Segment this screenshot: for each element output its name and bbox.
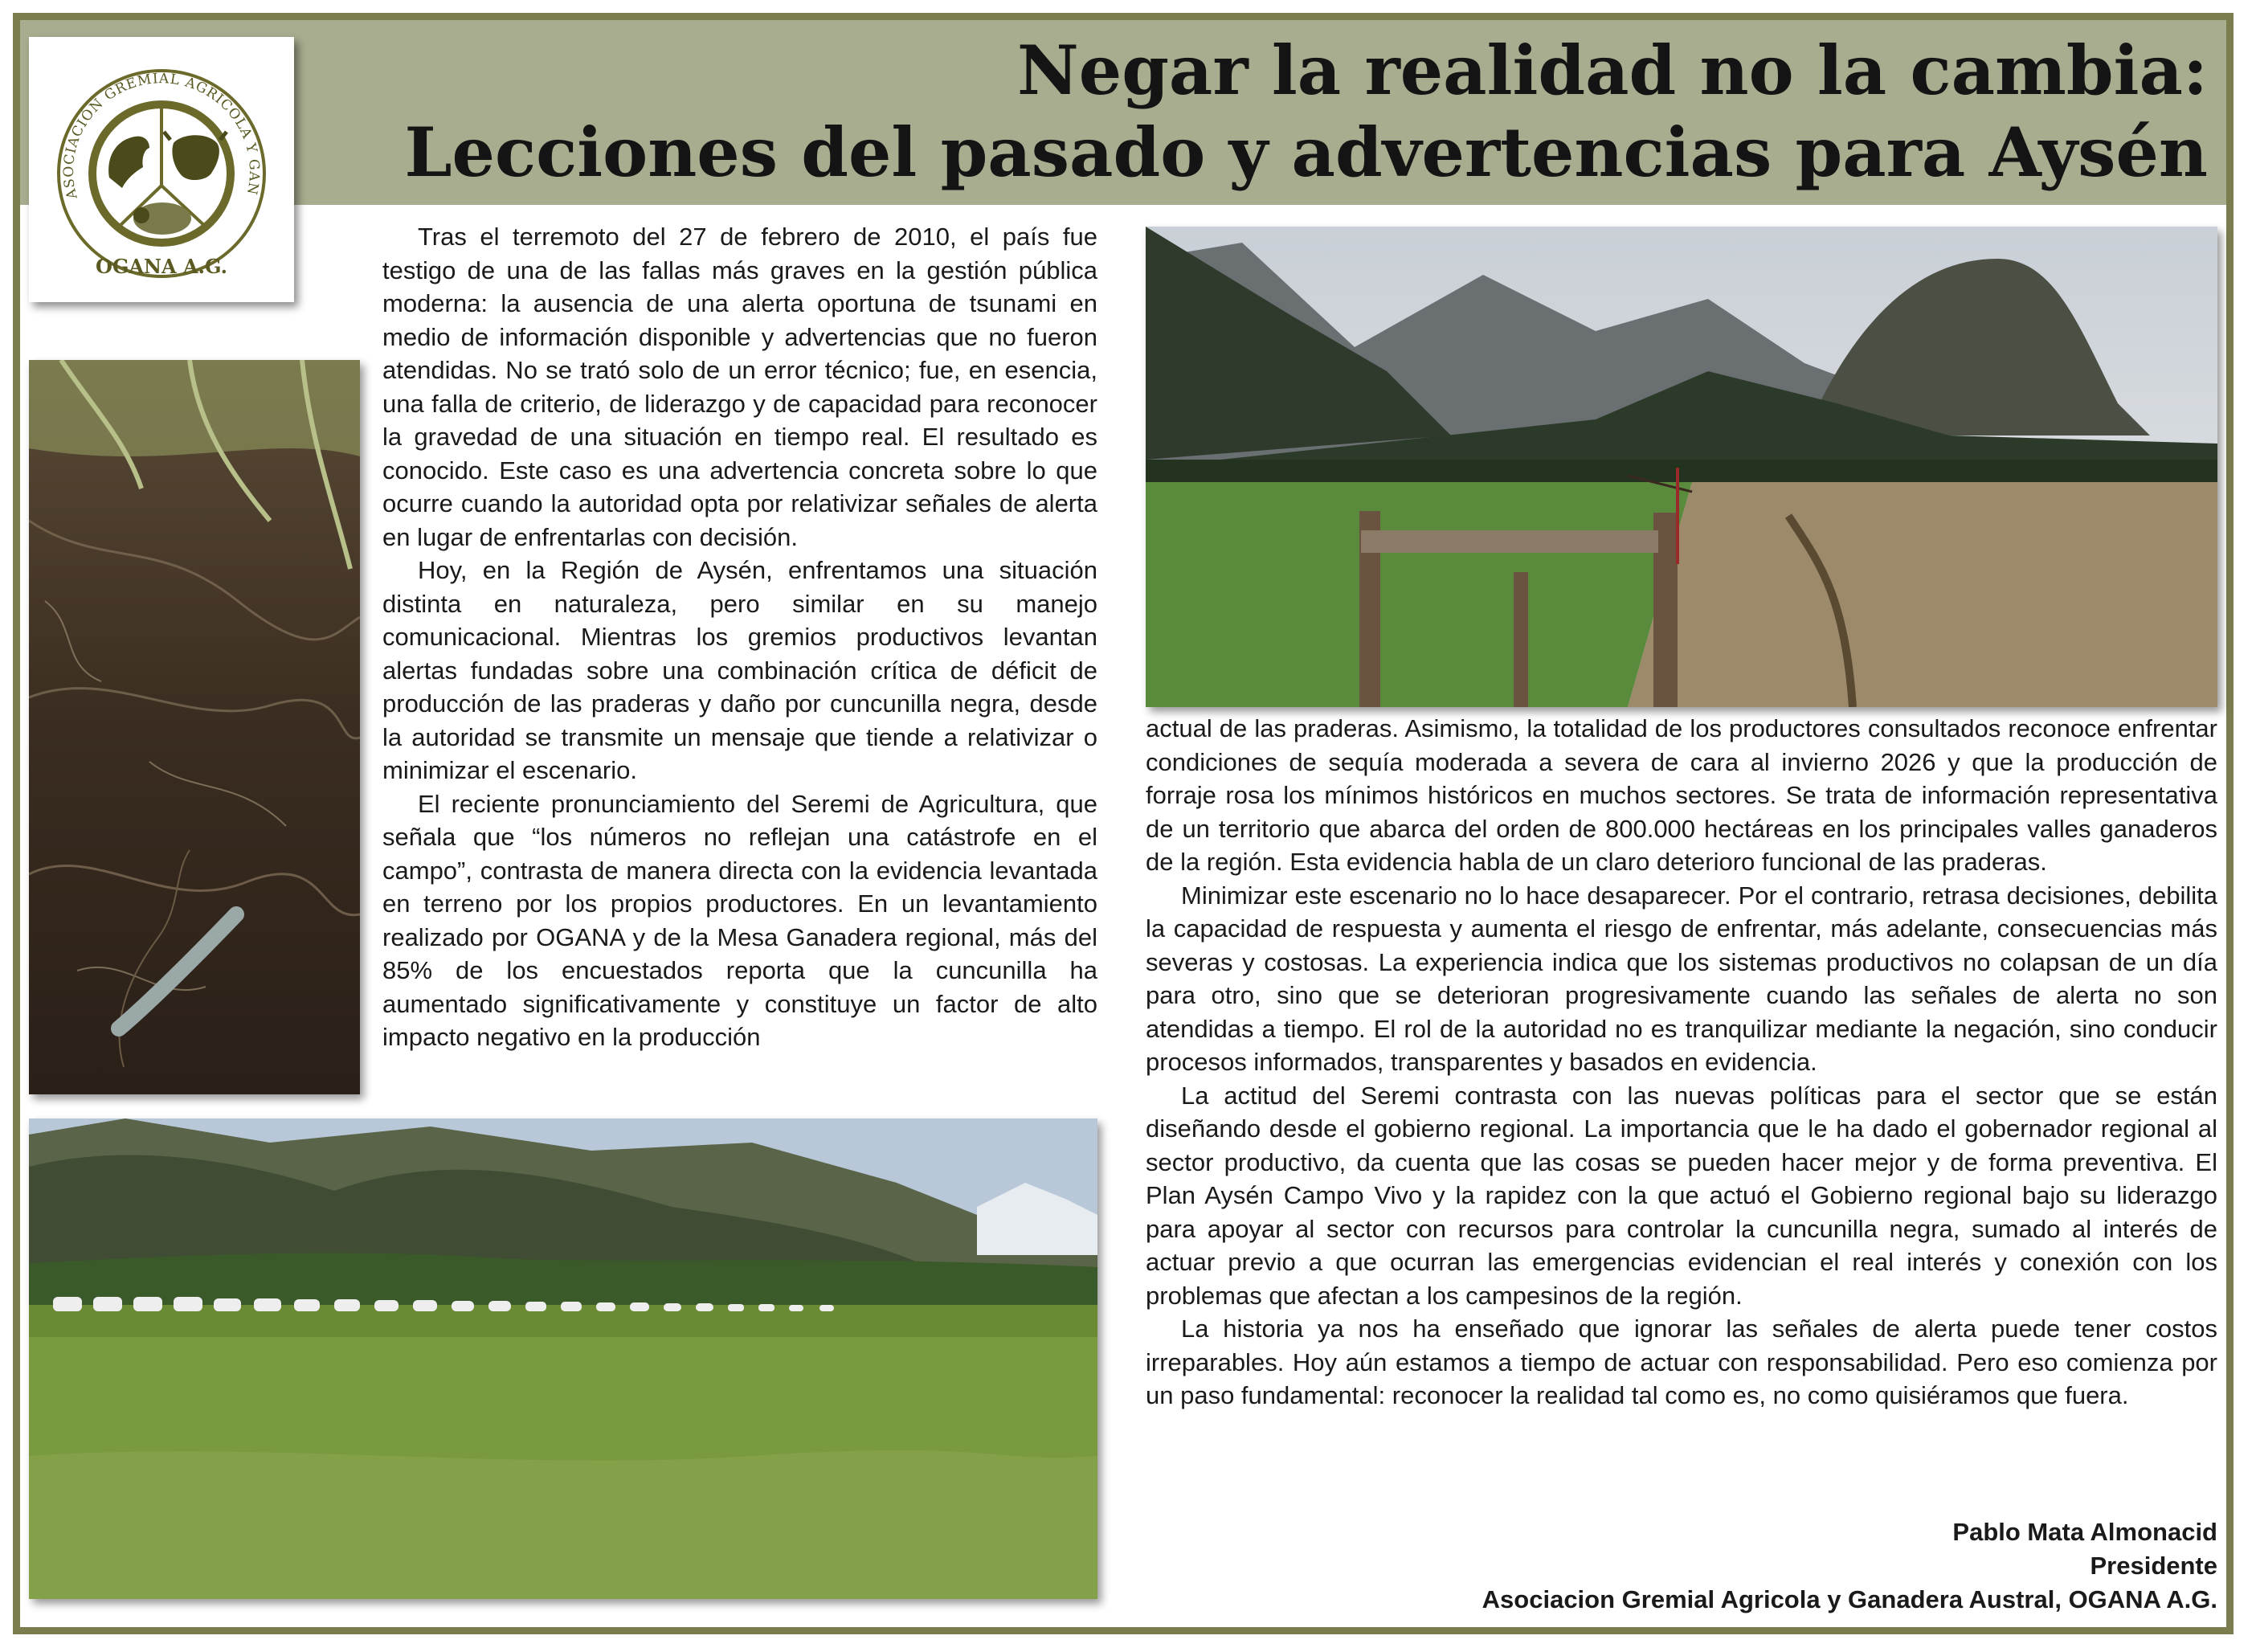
article-paragraph-continuation: actual de las praderas. Asimismo, la totalidad de los productores consultados reconoce enfrentar condiciones de sequía moderada a severa de cara al invierno 2026 y que la producción de forraje rosa los mínimos históricos en muchos sectores. Se trata de información representativa de un territorio que abarca del orden de 800.000 hectáreas en los principales valles ganaderos de la región. Esta evidencia habla de un claro deterioro funcional de las praderas. bbox=[1146, 714, 2217, 876]
article-paragraph: Hoy, en la Región de Aysén, enfrentamos una situación distinta en naturaleza, pero similar en su manejo comunicacional. Mientras los gremios productivos levantan alertas fundadas sobre una combinación crítica de déficit de producción de las praderas y daño por cuncunilla negra, desde la autoridad se transmite un mensaje que tiende a relativizar o minimizar el escenario. bbox=[382, 556, 1097, 784]
article-paragraph: Minimizar este escenario no lo hace desaparecer. Por el contrario, retrasa decisiones, debilita la capacidad de respuesta y aumenta el riesgo de enfrentar, más adelante, consecuencias más severas y costosas. La experiencia indica que los sistemas productivos no colapsan de un día para otro, sino que se deterioran progresivamente cuando las señales de alerta no son atendidas a tiempo. El rol de la autoridad no es tranquilizar mediante la negación, sino conducir procesos informados, transparentes y basados en evidencia. bbox=[1146, 881, 2217, 1076]
ogana-logo-emblem bbox=[29, 37, 294, 302]
article-paragraph: La historia ya nos ha enseñado que ignorar las señales de alerta puede tener costos irreparables. Hoy aún estamos a tiempo de actuar con responsabilidad. Pero eso comienza por un paso fundamental: reconocer la realidad tal como es, no como quisiéramos que fuera. bbox=[1146, 1315, 2217, 1409]
article-right-column bbox=[1146, 712, 2217, 1413]
signature-block bbox=[1482, 1515, 2217, 1617]
logo-name: OGANA A.G. bbox=[96, 255, 227, 278]
signature-name: Pablo Mata Almonacid bbox=[1952, 1518, 2217, 1546]
article-paragraph: El reciente pronunciamiento del Seremi de Agricultura, que señala que “los números no reflejan una catástrofe en el campo”, contrasta de manera directa con la evidencia levantada en terreno por los propios productores. En un levantamiento realizado por OGANA y de la Mesa Ganadera regional, más del 85% de los encuestados reporta que la cuncunilla ha aumentado significativamente y constituye un factor de alto impacto negativo en la producción bbox=[382, 789, 1097, 1051]
article-paragraph: Tras el terremoto del 27 de febrero de 2010, el país fue testigo de una de las fallas más graves en la gestión pública moderna: la ausencia de una alerta oportuna de tsunami en medio de información disponible y advertencias que no fueron atendidas. No se trató solo de un error técnico; fue, en esencia, una falla de criterio, de liderazgo y de capacidad para reconocer la gravedad de una situación en tiempo real. El resultado es conocido. Este caso es una advertencia concreta sobre lo que ocurre cuando la autoridad opta por relativizar señales de alerta en lugar de enfrentarlas con decisión. bbox=[382, 223, 1097, 551]
photo-soil-cuncunilla bbox=[29, 360, 360, 1094]
headline-line-1: Negar la realidad no la cambia: bbox=[1016, 31, 2208, 110]
photo-field-fence-mountains bbox=[1146, 227, 2217, 707]
signature-organization: Asociacion Gremial Agricola y Ganadera Austral, OGANA A.G. bbox=[1482, 1585, 2217, 1613]
logo-ring-text: ASOCIACIÓN GREMIAL AGRÍCOLA Y GAN bbox=[60, 71, 263, 201]
signature-role: Presidente bbox=[2090, 1552, 2217, 1580]
article-left-column bbox=[382, 220, 1097, 1054]
ogana-logo bbox=[29, 37, 294, 302]
article-paragraph: La actitud del Seremi contrasta con las nuevas políticas para el sector que se están diseñando desde el gobierno regional. La importancia que le ha dado el gobernador regional al sector productivo, da cuenta que las cosas se pueden hacer mejor y de forma preventiva. El Plan Aysén Campo Vivo y la rapidez con la que actuó el Gobierno regional bajo su liderazgo para apoyar al sector con recursos para controlar la cuncunilla negra, sumado al interés de actuar previo a que ocurran las emergencias evidencian el real interés y conexión con los problemas que afectan a los campesinos de la región. bbox=[1146, 1081, 2217, 1310]
headline-line-2: Lecciones del pasado y advertencias para Aysén bbox=[404, 112, 2208, 192]
photo-field-bales-valley bbox=[29, 1118, 1097, 1599]
